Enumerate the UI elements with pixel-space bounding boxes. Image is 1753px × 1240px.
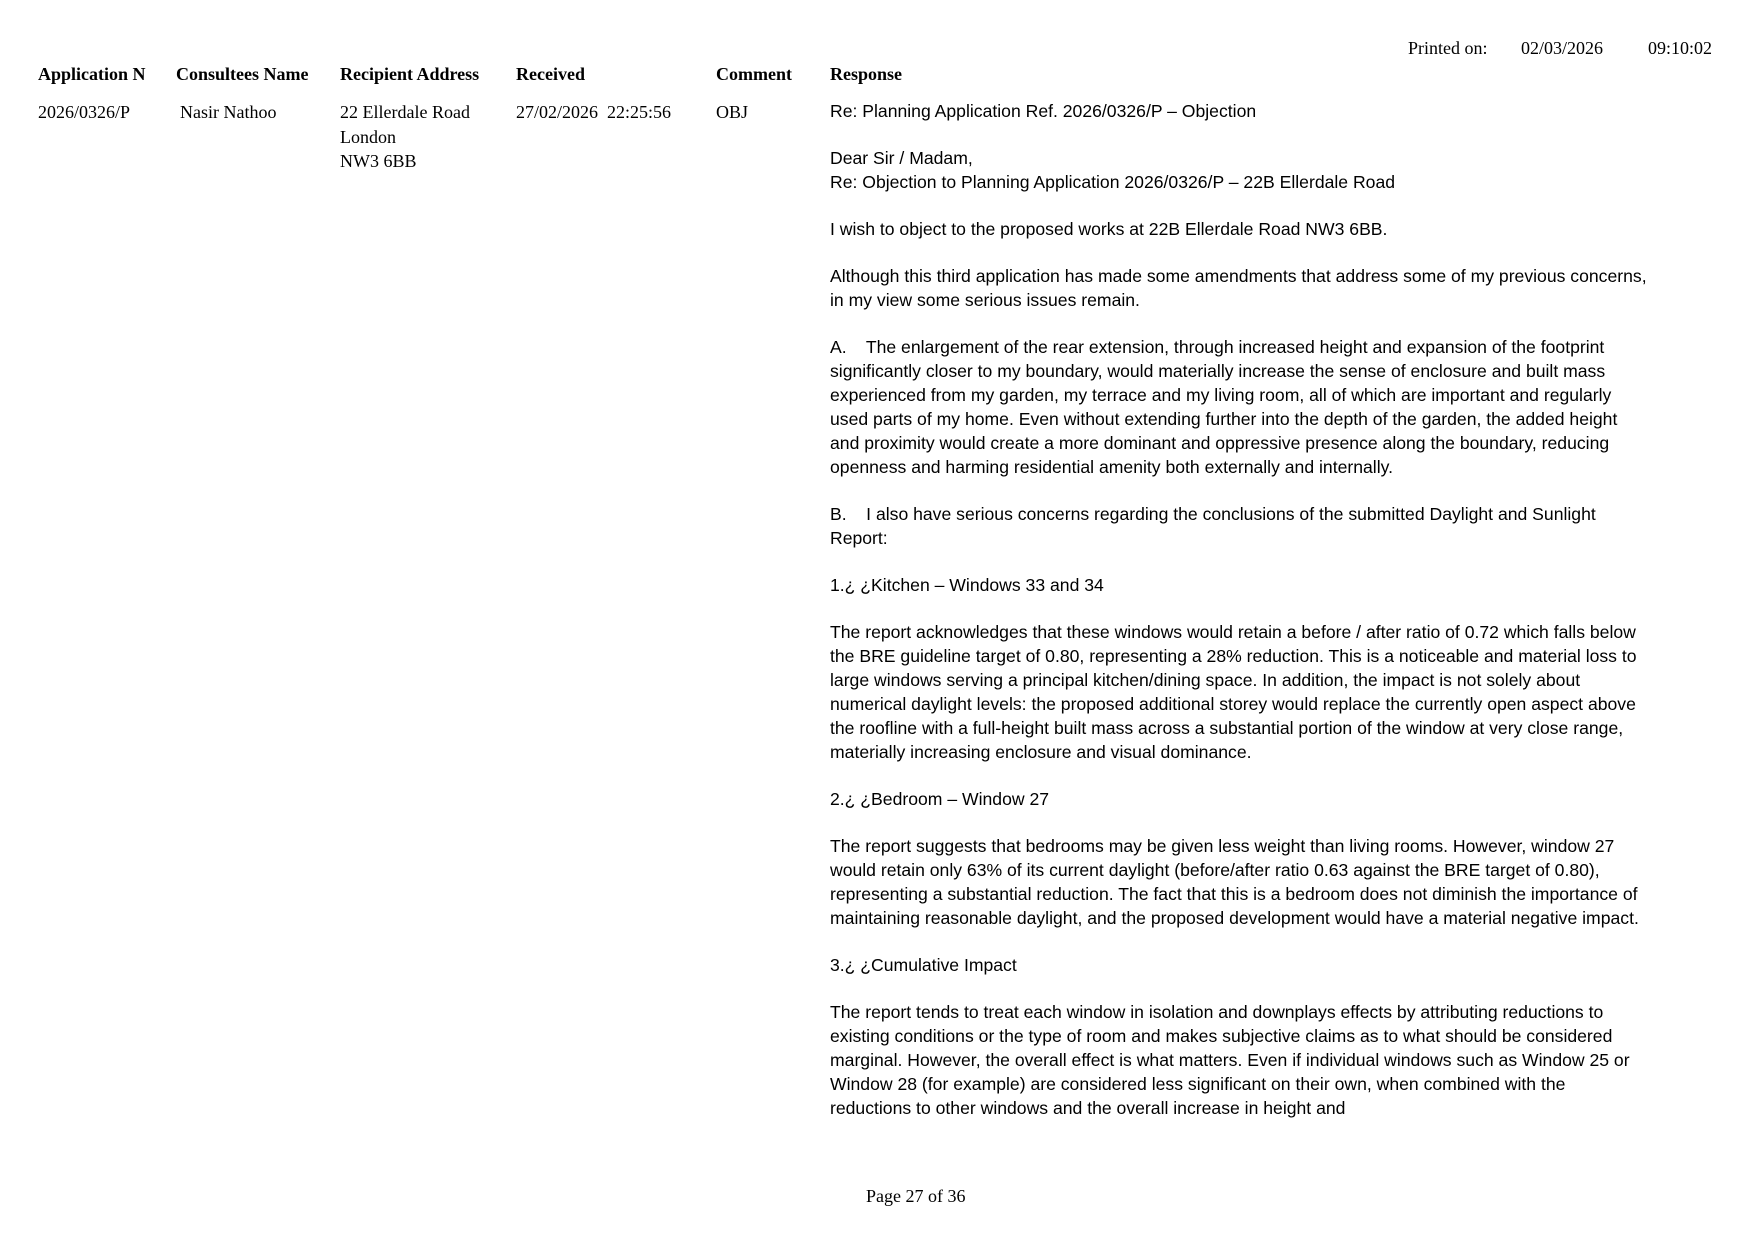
column-header-address: Recipient Address bbox=[340, 64, 480, 84]
column-header-response: Response bbox=[830, 64, 903, 84]
address-line-1: 22 Ellerdale Road bbox=[340, 102, 470, 122]
column-header-comment: Comment bbox=[716, 64, 792, 84]
response-salutation: Dear Sir / Madam, bbox=[830, 148, 973, 168]
printed-on-time: 09:10:02 bbox=[1648, 38, 1713, 58]
response-re-line: Re: Objection to Planning Application 2026/0326/P – 22B Ellerdale Road bbox=[830, 172, 1396, 192]
column-header-application: Application N bbox=[38, 64, 146, 84]
response-body-1: The report acknowledges that these windows would retain a before / after ratio of 0.72 which falls below the BRE guideline target of 0.80, representing a 28% reduction. This is a noticeable and material loss to large windows serving a principal kitchen/dining space. In addition, the impact is not solely about numerical daylight levels: the proposed additional storey would replace the currently open aspect above the roofline with a full-height built mass across a substantial portion of the window at very close range, materially increasing enclosure and visual dominance. bbox=[830, 622, 1637, 762]
column-header-received: Received bbox=[516, 64, 585, 84]
column-header-consultee: Consultees Name bbox=[176, 64, 309, 84]
recipient-address bbox=[340, 100, 470, 174]
response-intro: I wish to object to the proposed works at 22B Ellerdale Road NW3 6BB. bbox=[830, 219, 1388, 239]
printed-on-date: 02/03/2026 bbox=[1521, 38, 1604, 58]
response-text bbox=[830, 99, 1650, 1120]
response-point-b: B. I also have serious concerns regarding the conclusions of the submitted Daylight and Sunlight Report: bbox=[830, 504, 1601, 548]
page-number: Page 27 of 36 bbox=[866, 1186, 966, 1206]
response-subject: Re: Planning Application Ref. 2026/0326/P – Objection bbox=[830, 101, 1257, 121]
response-paragraph-1: Although this third application has made some amendments that address some of my previous concerns, in my view some serious issues remain. bbox=[830, 266, 1647, 310]
address-line-3: NW3 6BB bbox=[340, 151, 417, 171]
response-heading-1: 1.¿ ¿Kitchen – Windows 33 and 34 bbox=[830, 575, 1104, 595]
response-point-a: A. The enlargement of the rear extension, through increased height and expansion of the footprint significantly closer to my boundary, would materially increase the sense of enclosure and built mass experienced from my garden, my terrace and my living room, all of which are important and regularly used parts of my home. Even without extending further into the depth of the garden, the added height and proximity would create a more dominant and oppressive presence along the boundary, reducing openness and harming residential amenity both externally and internally. bbox=[830, 337, 1623, 477]
consultee-name: Nasir Nathoo bbox=[180, 102, 277, 122]
received-datetime: 27/02/2026 22:25:56 bbox=[516, 102, 672, 122]
response-heading-2: 2.¿ ¿Bedroom – Window 27 bbox=[830, 789, 1050, 809]
response-body-2: The report suggests that bedrooms may be given less weight than living rooms. However, window 27 would retain only 63% of its current daylight (before/after ratio 0.63 against the BRE target of 0.80), representing a substantial reduction. The fact that this is a bedroom does not diminish the importance of maintaining reasonable daylight, and the proposed development would have a material negative impact. bbox=[830, 836, 1639, 928]
response-body-3: The report tends to treat each window in isolation and downplays effects by attributing reductions to existing conditions or the type of room and makes subjective claims as to what should be considered marginal. However, the overall effect is what matters. Even if individual windows such as Window 25 or Window 28 (for example) are considered less significant on their own, when combined with the reductions to other windows and the overall increase in height and bbox=[830, 1002, 1630, 1118]
comment-code: OBJ bbox=[716, 102, 749, 122]
application-number: 2026/0326/P bbox=[38, 102, 131, 122]
printed-on-label: Printed on: bbox=[1408, 38, 1488, 58]
response-heading-3: 3.¿ ¿Cumulative Impact bbox=[830, 955, 1017, 975]
address-line-2: London bbox=[340, 126, 396, 147]
